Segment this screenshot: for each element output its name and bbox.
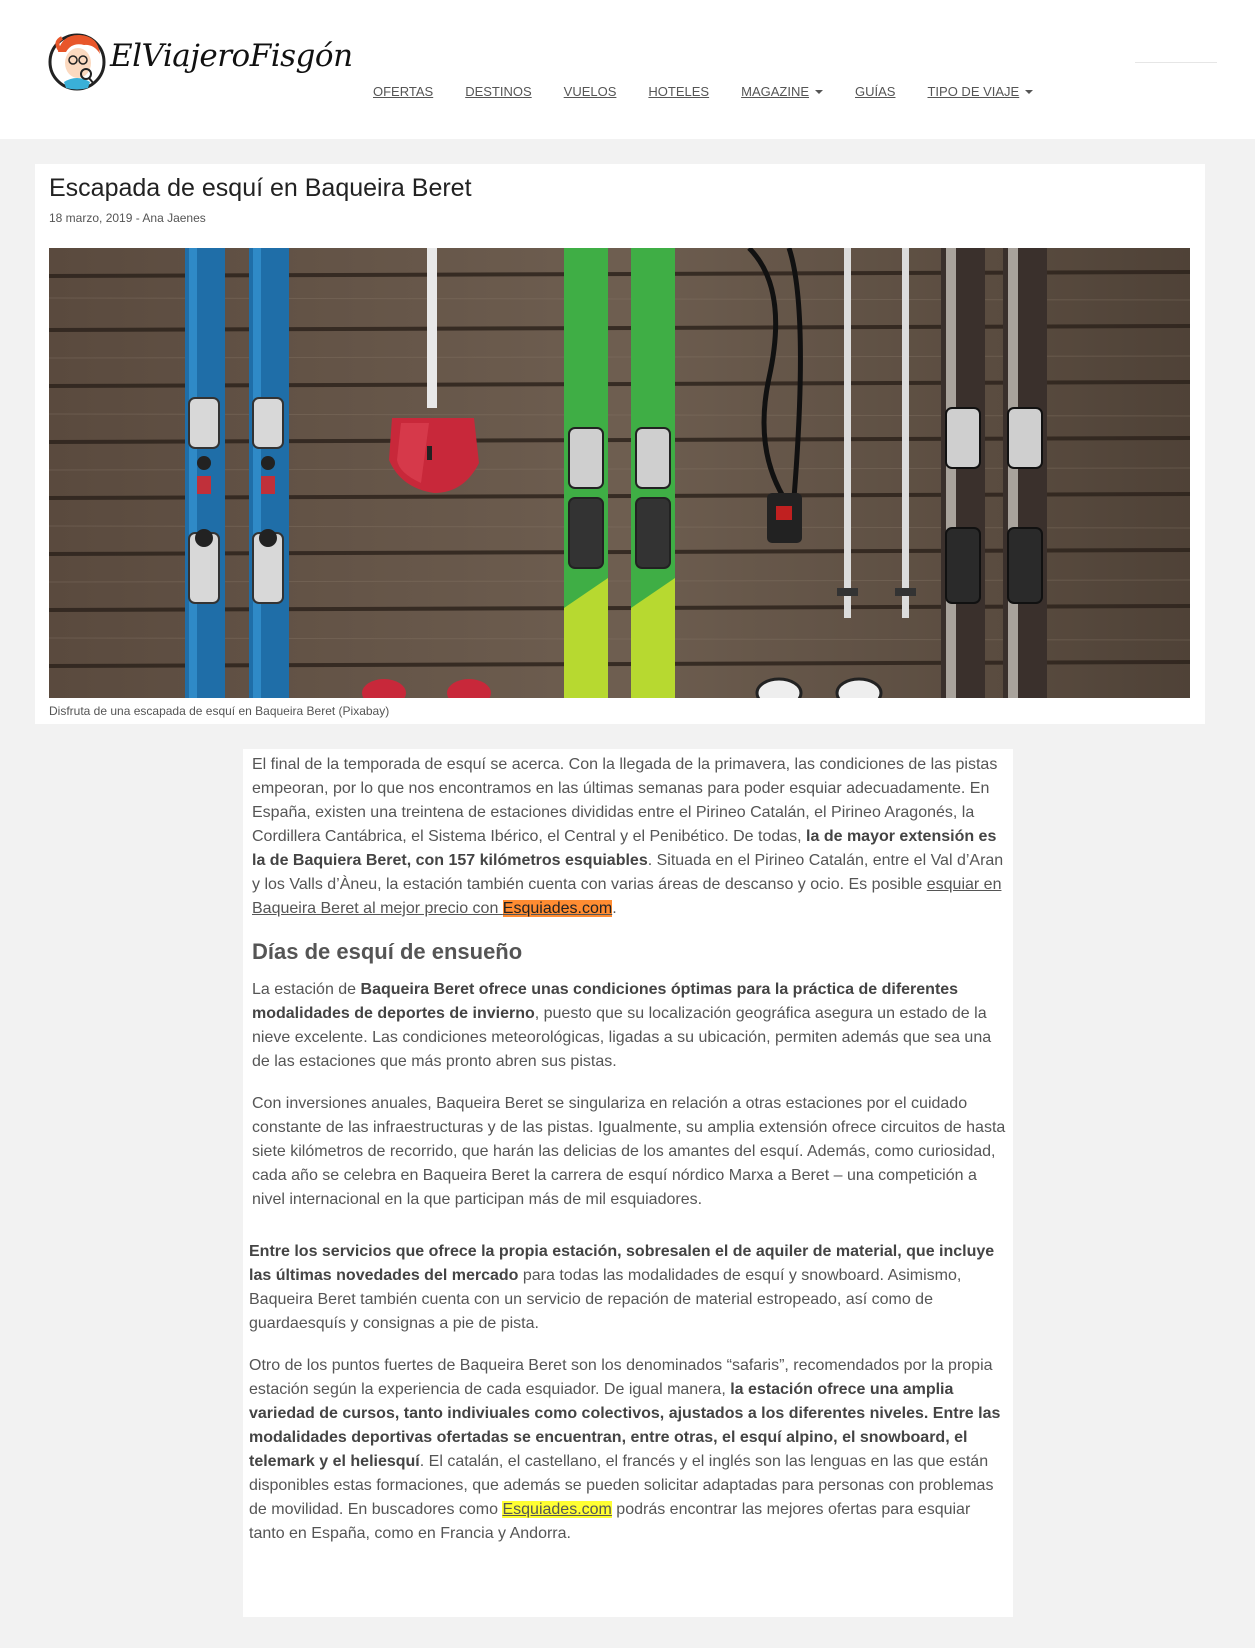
header-divider bbox=[1135, 62, 1217, 63]
image-caption: Disfruta de una escapada de esquí en Baqueira Beret (Pixabay) bbox=[49, 704, 390, 718]
nav-label: OFERTAS bbox=[373, 84, 434, 99]
link-text: esquiar en Baqueira Beret al mejor precio con bbox=[252, 876, 1002, 917]
site-header bbox=[0, 0, 1255, 139]
nav-item-destinos[interactable] bbox=[465, 84, 531, 99]
nav-item-tipo-de-viaje[interactable] bbox=[927, 84, 1033, 99]
nav-item-ofertas[interactable] bbox=[373, 84, 433, 99]
text: . bbox=[612, 900, 617, 917]
nav-item-hoteles[interactable] bbox=[648, 84, 709, 99]
nav-label: DESTINOS bbox=[465, 84, 532, 99]
text: El final de la temporada de esquí se acerca. Con la llegada de la primavera, las condiciones de las pistas empeoran, por lo que nos encontramos en las últimas semanas para poder esquiar adecuadamente. En España, existen una treintena de estaciones divididas entre el Pirineo Catalán, el Pirineo Aragonés, la Cordillera Cantábrica, el Sistema Ibérico, el Central y el Penibético. De todas, bbox=[252, 756, 998, 845]
article-title: Escapada de esquí en Baqueira Beret bbox=[49, 174, 472, 202]
nav-label: TIPO DE VIAJE bbox=[927, 84, 1020, 99]
text: . El catalán, el castellano, el francés y el inglés son las lenguas en las que están disponibles estas formaciones, que además se pueden solicitar adaptadas para personas con problemas de movilidad. En buscadores como bbox=[249, 1453, 994, 1518]
paragraph-conditions bbox=[252, 978, 1007, 1074]
paragraph-intro bbox=[252, 753, 1007, 921]
bold-text: Entre los servicios que ofrece la propia estación, sobresalen el de aquiler de material, que incluye las últimas novedades del mercado bbox=[249, 1243, 995, 1284]
traveler-avatar-icon bbox=[48, 30, 108, 92]
bold-text: la estación ofrece una amplia variedad de cursos, tanto indiviuales como colectivos, ajustados a los diferentes niveles. Entre las modalidades deportivas ofertadas se encuentran, entre otras, el esquí alpino, el snowboard, el telemark y el heliesquí bbox=[249, 1381, 1001, 1470]
caret-down-icon bbox=[815, 90, 823, 94]
text: para todas las modalidades de esquí y snowboard. Asimismo, Baqueira Beret también cuenta con un servicio de repación de material estropeado, así como de guardaesquís y consignas a pie de pista. bbox=[249, 1267, 962, 1332]
site-logo[interactable] bbox=[48, 30, 353, 92]
highlighted-link-text: Esquiades.com bbox=[502, 900, 613, 917]
nav-item-vuelos[interactable] bbox=[564, 84, 617, 99]
section-heading: Días de esquí de ensueño bbox=[252, 939, 523, 964]
bold-text: Baqueira Beret ofrece unas condiciones óptimas para la práctica de diferentes modalidades de deportes de invierno bbox=[252, 981, 959, 1022]
text: Otro de los puntos fuertes de Baqueira Beret son los denominados “safaris”, recomendados por la propia estación según la experiencia de cada esquiador. De igual manera, bbox=[249, 1357, 993, 1398]
article-meta: 18 marzo, 2019 - Ana Jaenes bbox=[49, 211, 206, 225]
nav-label: VUELOS bbox=[563, 84, 617, 99]
caret-down-icon bbox=[1025, 90, 1033, 94]
text: podrás encontrar las mejores ofertas para esquiar tanto en España, como en Francia y Andorra. bbox=[249, 1501, 971, 1542]
hero-image bbox=[49, 248, 1190, 698]
skis-on-wood-photo bbox=[49, 248, 1190, 698]
nav-item-guias[interactable] bbox=[855, 84, 895, 99]
nav-label: HOTELES bbox=[648, 84, 710, 99]
paragraph-investments: Con inversiones anuales, Baqueira Beret se singulariza en relación a otras estaciones por el cuidado constante de las infraestructuras y de las pistas. Igualmente, su amplia extensión ofrece circuitos de hasta siete kilómetros de recorrido, que harán las delicias de los amantes del esquí. Además, como curiosidad, cada año se celebra en Baqueira Beret la carrera de esquí nórdico Marxa a Beret – una competición a nivel internacional en la que participan más de mil esquiadores. bbox=[252, 1095, 1006, 1208]
nav-label: MAGAZINE bbox=[741, 84, 810, 99]
paragraph-services bbox=[249, 1240, 1004, 1336]
text: . Situada en el Pirineo Catalán, entre el Val d’Aran y los Valls d’Àneu, la estación también cuenta con varias áreas de descanso y ocio. Es posible bbox=[252, 852, 1004, 893]
nav-label: GUÍAS bbox=[855, 84, 896, 99]
article-header-card bbox=[35, 164, 1205, 724]
main-nav bbox=[373, 84, 1065, 99]
bold-text: la de mayor extensión es la de Baquiera Beret, con 157 kilómetros esquiables bbox=[252, 828, 997, 869]
paragraph-safaris bbox=[249, 1354, 1004, 1546]
article-body bbox=[243, 749, 1013, 1617]
esquiades-link[interactable]: Esquiades.com bbox=[502, 1501, 612, 1518]
logo-text: ElViajeroFisgón bbox=[110, 38, 353, 74]
text: La estación de bbox=[252, 981, 361, 998]
nav-item-magazine[interactable] bbox=[741, 84, 823, 99]
text: , puesto que su localización geográfica asegura un estado de la nieve excelente. Las condiciones meteorológicas, ligadas a su ubicación, permiten además que sea una de las estaciones que más pronto abren sus pistas. bbox=[252, 1005, 992, 1070]
